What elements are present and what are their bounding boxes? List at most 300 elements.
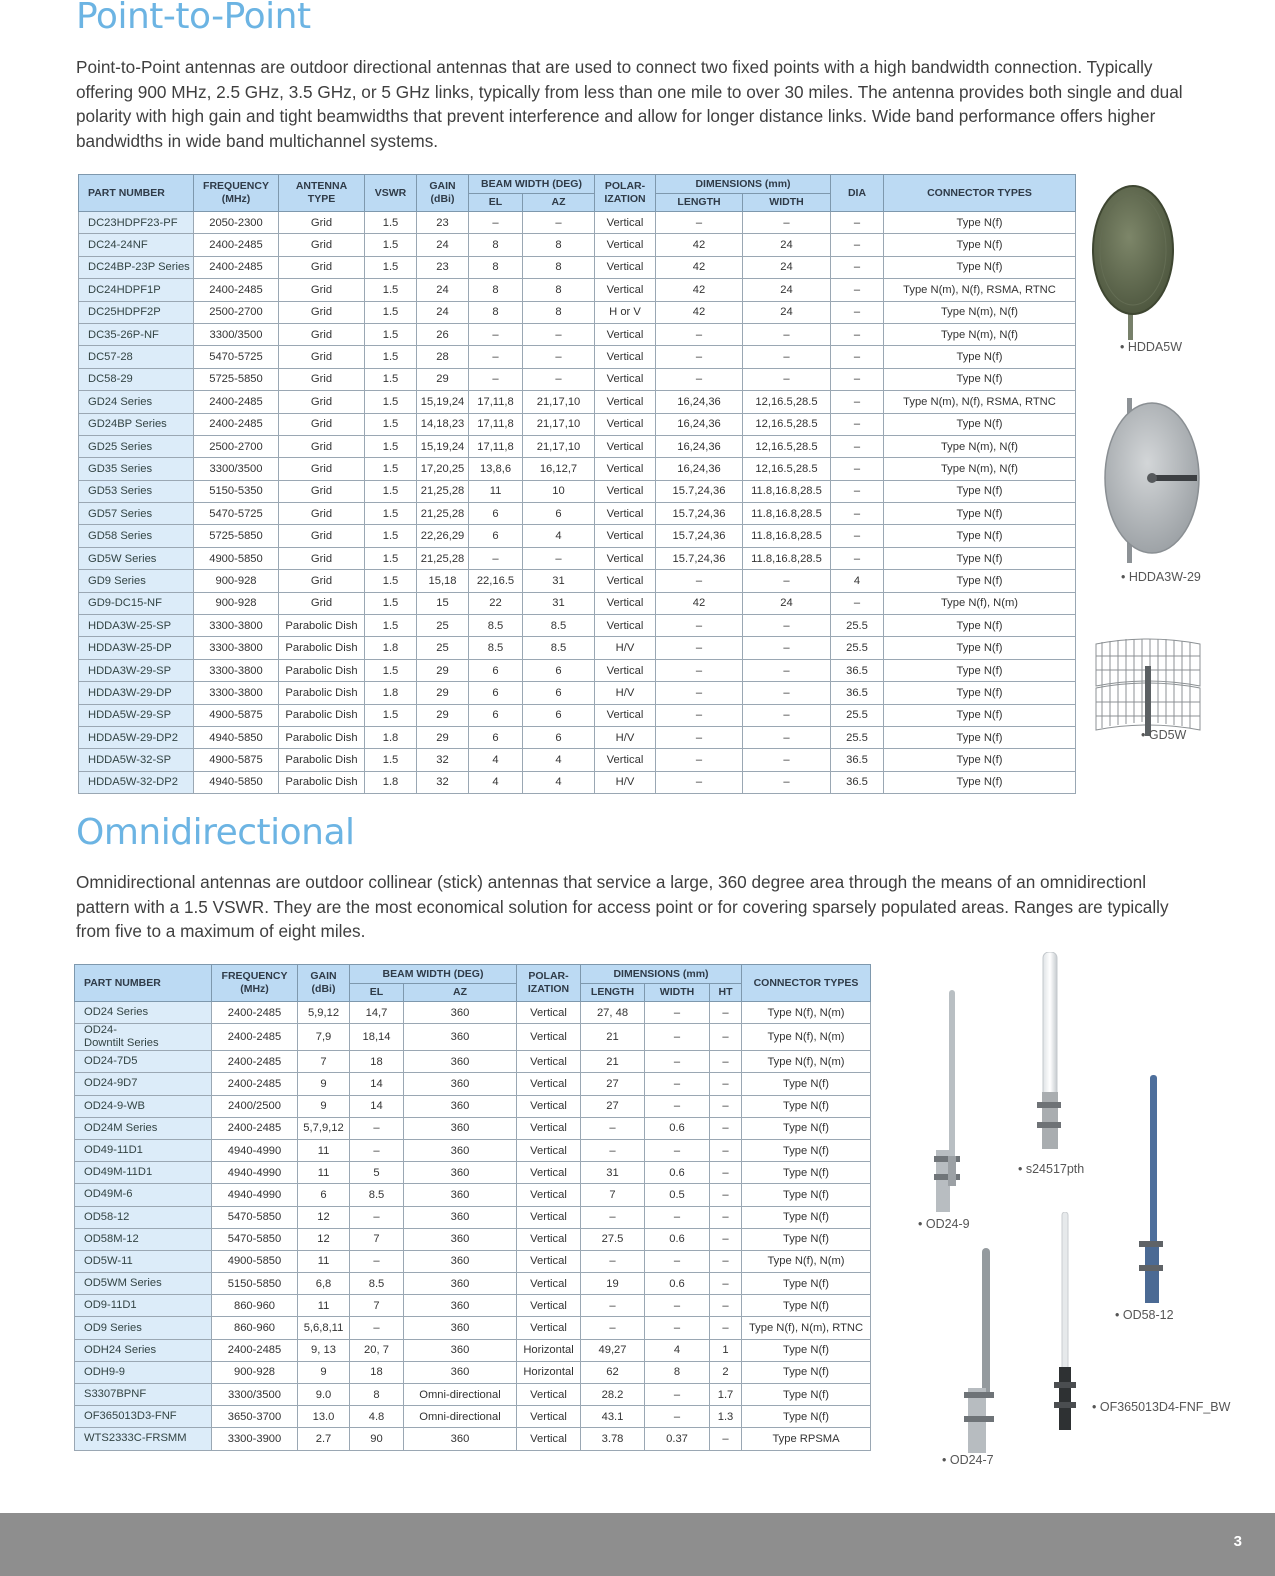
table-cell: Grid bbox=[279, 592, 365, 614]
table-cell: 4940-4990 bbox=[212, 1139, 298, 1161]
part-number-cell: OD24- Downtilt Series bbox=[75, 1024, 212, 1051]
table-cell: 1.8 bbox=[365, 637, 417, 659]
table-cell: 27, 48 bbox=[581, 1002, 645, 1024]
table-cell: 1.5 bbox=[365, 749, 417, 771]
table-cell: 2400-2485 bbox=[194, 256, 279, 278]
table-row bbox=[79, 346, 1076, 368]
table-cell: 8 bbox=[469, 279, 523, 301]
table-cell: Type N(f) bbox=[884, 346, 1076, 368]
table-cell: 62 bbox=[581, 1361, 645, 1383]
table-cell: – bbox=[710, 1162, 742, 1184]
table-cell: H/V bbox=[595, 726, 656, 748]
table-cell: 8 bbox=[523, 301, 595, 323]
table-cell: 12 bbox=[298, 1228, 350, 1250]
table-cell: 24 bbox=[743, 592, 831, 614]
point-to-point-intro: Point-to-Point antennas are outdoor directional antennas that are used to connect two fixed points with a high bandwidth connection. Typically offering 900 MHz, 2.5 GHz, 3.5 GHz, or 5 GHz links, typically from less than one mile to over 30 miles. The antenna provides both single and dual polarity with high gain and tight beamwidths that prevent interference and allow for longer distance links. Wide band performance offers higher bandwidths in wide band multichannel systems. bbox=[76, 57, 1183, 151]
table-cell: Grid bbox=[279, 391, 365, 413]
table-cell: 4.8 bbox=[350, 1406, 404, 1428]
table-cell: 0.6 bbox=[645, 1273, 710, 1295]
table-cell: – bbox=[743, 749, 831, 771]
table-row bbox=[79, 234, 1076, 256]
caption-hdda3w-29: • HDDA3W-29 bbox=[1121, 570, 1201, 584]
table-cell: 360 bbox=[404, 1095, 517, 1117]
part-number-cell: DC24-24NF bbox=[79, 234, 194, 256]
table-row bbox=[79, 682, 1076, 704]
part-number-cell: GD9-DC15-NF bbox=[79, 592, 194, 614]
table-cell: 4900-5850 bbox=[212, 1250, 298, 1272]
table-cell: 2400-2485 bbox=[212, 1024, 298, 1051]
table-cell: – bbox=[831, 458, 884, 480]
table-cell: Type N(f) bbox=[884, 659, 1076, 681]
table-row bbox=[75, 1339, 871, 1361]
table-cell: 22,26,29 bbox=[417, 525, 469, 547]
header-polarization: POLAR- IZATION bbox=[595, 175, 656, 212]
table-cell: – bbox=[831, 503, 884, 525]
table-cell: Vertical bbox=[595, 391, 656, 413]
table-cell: 1.5 bbox=[365, 659, 417, 681]
table-cell: – bbox=[831, 234, 884, 256]
table-cell: 28 bbox=[417, 346, 469, 368]
table-cell: Grid bbox=[279, 480, 365, 502]
part-number-cell: DC25HDPF2P bbox=[79, 301, 194, 323]
table-cell: 2400/2500 bbox=[212, 1095, 298, 1117]
table-cell: 6 bbox=[469, 525, 523, 547]
table-cell: Type N(f), N(m) bbox=[884, 592, 1076, 614]
table-cell: – bbox=[710, 1117, 742, 1139]
table-cell: 0.6 bbox=[645, 1162, 710, 1184]
caption-od24-7: • OD24-7 bbox=[942, 1453, 994, 1467]
table-cell: – bbox=[710, 1002, 742, 1024]
table-cell: 29 bbox=[417, 368, 469, 390]
table-cell: 8.5 bbox=[350, 1184, 404, 1206]
table-cell: Type N(f) bbox=[884, 615, 1076, 637]
table-cell: 5470-5725 bbox=[194, 503, 279, 525]
table-cell: 2400-2485 bbox=[212, 1051, 298, 1073]
table-cell: 5150-5850 bbox=[212, 1273, 298, 1295]
table-row bbox=[79, 435, 1076, 457]
table-cell: Vertical bbox=[595, 323, 656, 345]
table-cell: 12,16.5,28.5 bbox=[743, 435, 831, 457]
table-cell: 15.7,24,36 bbox=[656, 525, 743, 547]
part-number-cell: ODH9-9 bbox=[75, 1361, 212, 1383]
table-cell: 1.8 bbox=[365, 726, 417, 748]
table-cell: 18,14 bbox=[350, 1024, 404, 1051]
table-cell: Grid bbox=[279, 323, 365, 345]
table-cell: Vertical bbox=[595, 480, 656, 502]
table-cell: 24 bbox=[743, 301, 831, 323]
table-cell: – bbox=[710, 1206, 742, 1228]
table-cell: 8 bbox=[645, 1361, 710, 1383]
table-cell: H/V bbox=[595, 637, 656, 659]
table-cell: 5 bbox=[350, 1162, 404, 1184]
table-cell: 7 bbox=[298, 1051, 350, 1073]
table-cell: – bbox=[743, 615, 831, 637]
table-cell: – bbox=[743, 570, 831, 592]
omni-header-frequency: FREQUENCY (MHz) bbox=[212, 965, 298, 1002]
table-cell: Grid bbox=[279, 234, 365, 256]
table-cell: Type N(f) bbox=[742, 1095, 871, 1117]
table-cell: 26 bbox=[417, 323, 469, 345]
table-cell: 21,17,10 bbox=[523, 413, 595, 435]
table-cell: 360 bbox=[404, 1228, 517, 1250]
table-cell: Vertical bbox=[517, 1317, 581, 1339]
table-cell: 1.5 bbox=[365, 503, 417, 525]
table-cell: Parabolic Dish bbox=[279, 637, 365, 659]
part-number-cell: DC23HDPF23-PF bbox=[79, 212, 194, 234]
table-cell: 1.5 bbox=[365, 391, 417, 413]
table-cell: 14,18,23 bbox=[417, 413, 469, 435]
omni-header-el: EL bbox=[350, 984, 404, 1002]
table-cell: 29 bbox=[417, 704, 469, 726]
table-cell: – bbox=[743, 704, 831, 726]
table-cell: – bbox=[645, 1139, 710, 1161]
table-cell: 0.6 bbox=[645, 1117, 710, 1139]
table-cell: 3300-3800 bbox=[194, 637, 279, 659]
grid-antenna-image bbox=[1092, 636, 1204, 736]
table-row bbox=[75, 1162, 871, 1184]
table-cell: 2500-2700 bbox=[194, 435, 279, 457]
table-row bbox=[79, 391, 1076, 413]
photo-gd5w bbox=[1092, 636, 1232, 746]
table-cell: Grid bbox=[279, 212, 365, 234]
table-row bbox=[79, 256, 1076, 278]
table-cell: Vertical bbox=[517, 1228, 581, 1250]
part-number-cell: GD9 Series bbox=[79, 570, 194, 592]
part-number-cell: DC58-29 bbox=[79, 368, 194, 390]
table-cell: – bbox=[710, 1428, 742, 1450]
table-cell: Vertical bbox=[517, 1117, 581, 1139]
table-cell: 8.5 bbox=[350, 1273, 404, 1295]
table-row bbox=[79, 368, 1076, 390]
table-cell: 8 bbox=[523, 279, 595, 301]
part-number-cell: OD24-7D5 bbox=[75, 1051, 212, 1073]
omni-header-part-number: PART NUMBER bbox=[75, 965, 212, 1002]
part-number-cell: S3307BPNF bbox=[75, 1384, 212, 1406]
table-cell: Type N(m), N(f), RSMA, RTNC bbox=[884, 391, 1076, 413]
table-cell: 1.5 bbox=[365, 301, 417, 323]
table-cell: – bbox=[831, 346, 884, 368]
table-row bbox=[79, 615, 1076, 637]
table-cell: 8 bbox=[469, 234, 523, 256]
parabolic-dish-image bbox=[1100, 398, 1210, 563]
table-cell: 360 bbox=[404, 1295, 517, 1317]
page-footer bbox=[0, 1513, 1275, 1576]
table-row bbox=[79, 704, 1076, 726]
table-row bbox=[79, 301, 1076, 323]
table-cell: – bbox=[656, 704, 743, 726]
table-cell: 29 bbox=[417, 726, 469, 748]
photo-hdda3w-29 bbox=[1100, 398, 1240, 588]
table-cell: Type N(f) bbox=[742, 1384, 871, 1406]
table-cell: Type N(m), N(f) bbox=[884, 323, 1076, 345]
table-cell: – bbox=[469, 547, 523, 569]
table-cell: 1.5 bbox=[365, 435, 417, 457]
table-cell: 7,9 bbox=[298, 1024, 350, 1051]
table-row bbox=[75, 1273, 871, 1295]
table-cell: Type N(f) bbox=[884, 749, 1076, 771]
table-row bbox=[79, 771, 1076, 793]
omni-header-beam-width: BEAM WIDTH (DEG) bbox=[350, 965, 517, 984]
omni-header-connector-types: CONNECTOR TYPES bbox=[742, 965, 871, 1002]
table-cell: – bbox=[831, 301, 884, 323]
table-cell: – bbox=[831, 435, 884, 457]
table-cell: Type N(f) bbox=[742, 1361, 871, 1383]
header-beam-width: BEAM WIDTH (DEG) bbox=[469, 175, 595, 194]
table-cell: Type N(f) bbox=[742, 1139, 871, 1161]
table-cell: Type N(f), N(m) bbox=[742, 1024, 871, 1051]
part-number-cell: OD5WM Series bbox=[75, 1273, 212, 1295]
table-cell: 6 bbox=[523, 503, 595, 525]
table-cell: 360 bbox=[404, 1073, 517, 1095]
table-cell: 36.5 bbox=[831, 749, 884, 771]
table-cell: Vertical bbox=[517, 1024, 581, 1051]
omni-header-az: AZ bbox=[404, 984, 517, 1002]
table-cell: 20, 7 bbox=[350, 1339, 404, 1361]
table-cell: Vertical bbox=[595, 256, 656, 278]
table-row bbox=[75, 1295, 871, 1317]
table-cell: – bbox=[581, 1206, 645, 1228]
table-cell: Parabolic Dish bbox=[279, 704, 365, 726]
table-cell: 42 bbox=[656, 301, 743, 323]
table-cell: 15.7,24,36 bbox=[656, 547, 743, 569]
table-cell: 25.5 bbox=[831, 615, 884, 637]
part-number-cell: OD49M-6 bbox=[75, 1184, 212, 1206]
table-cell: 31 bbox=[523, 592, 595, 614]
table-cell: 2 bbox=[710, 1361, 742, 1383]
table-cell: Type N(f) bbox=[884, 771, 1076, 793]
table-cell: Horizontal bbox=[517, 1339, 581, 1361]
table-cell: Type N(f) bbox=[742, 1273, 871, 1295]
table-cell: Type N(m), N(f), RSMA, RTNC bbox=[884, 279, 1076, 301]
table-cell: 3300-3800 bbox=[194, 615, 279, 637]
table-cell: 42 bbox=[656, 592, 743, 614]
table-cell: Parabolic Dish bbox=[279, 615, 365, 637]
table-cell: 7 bbox=[581, 1184, 645, 1206]
table-cell: 5,7,9,12 bbox=[298, 1117, 350, 1139]
table-row bbox=[79, 323, 1076, 345]
table-cell: – bbox=[831, 323, 884, 345]
table-cell: 360 bbox=[404, 1339, 517, 1361]
table-cell: Vertical bbox=[517, 1139, 581, 1161]
table-cell: – bbox=[656, 749, 743, 771]
part-number-cell: HDDA5W-29-DP2 bbox=[79, 726, 194, 748]
table-cell: 22,16.5 bbox=[469, 570, 523, 592]
table-cell: 49,27 bbox=[581, 1339, 645, 1361]
table-cell: – bbox=[710, 1073, 742, 1095]
header-dia: DIA bbox=[831, 175, 884, 212]
table-cell: 9.0 bbox=[298, 1384, 350, 1406]
table-cell: 4 bbox=[523, 525, 595, 547]
table-cell: 11 bbox=[298, 1139, 350, 1161]
table-cell: 4 bbox=[831, 570, 884, 592]
table-cell: 16,24,36 bbox=[656, 435, 743, 457]
table-row bbox=[75, 1428, 871, 1450]
table-cell: 360 bbox=[404, 1162, 517, 1184]
photo-hdda5w bbox=[1088, 180, 1228, 360]
table-cell: 7 bbox=[350, 1228, 404, 1250]
table-cell: 0.5 bbox=[645, 1184, 710, 1206]
table-cell: Vertical bbox=[595, 615, 656, 637]
table-cell: 2400-2485 bbox=[212, 1073, 298, 1095]
table-cell: Grid bbox=[279, 503, 365, 525]
table-cell: 6 bbox=[469, 726, 523, 748]
table-row bbox=[79, 659, 1076, 681]
table-cell: Vertical bbox=[595, 547, 656, 569]
table-cell: 13.0 bbox=[298, 1406, 350, 1428]
table-cell: 3300/3500 bbox=[212, 1384, 298, 1406]
header-part-number: PART NUMBER bbox=[79, 175, 194, 212]
table-cell: 24 bbox=[743, 256, 831, 278]
table-cell: 860-960 bbox=[212, 1295, 298, 1317]
part-number-cell: HDDA3W-25-SP bbox=[79, 615, 194, 637]
table-cell: – bbox=[710, 1295, 742, 1317]
table-cell: – bbox=[645, 1384, 710, 1406]
table-cell: Type N(f) bbox=[884, 637, 1076, 659]
table-cell: Type N(f) bbox=[742, 1162, 871, 1184]
table-row bbox=[79, 749, 1076, 771]
table-cell: 0.37 bbox=[645, 1428, 710, 1450]
table-cell: – bbox=[350, 1317, 404, 1339]
table-cell: 9 bbox=[298, 1073, 350, 1095]
table-cell: 24 bbox=[743, 279, 831, 301]
table-cell: 360 bbox=[404, 1117, 517, 1139]
table-cell: Type N(f) bbox=[884, 256, 1076, 278]
table-cell: 15.7,24,36 bbox=[656, 480, 743, 502]
table-cell: – bbox=[645, 1317, 710, 1339]
table-cell: Horizontal bbox=[517, 1361, 581, 1383]
dish-antenna-image bbox=[1088, 180, 1188, 340]
table-row bbox=[75, 1184, 871, 1206]
table-cell: 18 bbox=[350, 1361, 404, 1383]
table-cell: – bbox=[656, 682, 743, 704]
table-row bbox=[75, 1095, 871, 1117]
table-cell: – bbox=[710, 1184, 742, 1206]
table-row bbox=[75, 1073, 871, 1095]
table-cell: 1.5 bbox=[365, 615, 417, 637]
table-cell: Vertical bbox=[595, 413, 656, 435]
part-number-cell: OD58M-12 bbox=[75, 1228, 212, 1250]
table-cell: – bbox=[350, 1117, 404, 1139]
table-cell: 900-928 bbox=[212, 1361, 298, 1383]
photo-s24517pth bbox=[1015, 952, 1115, 1177]
table-cell: Type N(f) bbox=[742, 1295, 871, 1317]
table-cell: – bbox=[656, 637, 743, 659]
table-cell: 17,11,8 bbox=[469, 413, 523, 435]
table-cell: 1.5 bbox=[365, 234, 417, 256]
table-cell: Type N(f) bbox=[884, 682, 1076, 704]
table-cell: 360 bbox=[404, 1317, 517, 1339]
table-cell: Type N(f) bbox=[884, 547, 1076, 569]
table-cell: Omni-directional bbox=[404, 1406, 517, 1428]
point-to-point-table-body bbox=[79, 212, 1076, 794]
table-cell: – bbox=[469, 323, 523, 345]
table-row bbox=[75, 1139, 871, 1161]
part-number-cell: DC24HDPF1P bbox=[79, 279, 194, 301]
table-row bbox=[79, 212, 1076, 234]
table-cell: 19 bbox=[581, 1273, 645, 1295]
table-cell: Vertical bbox=[517, 1428, 581, 1450]
header-az: AZ bbox=[523, 194, 595, 212]
table-cell: 1.5 bbox=[365, 256, 417, 278]
table-cell: Grid bbox=[279, 301, 365, 323]
part-number-cell: DC57-28 bbox=[79, 346, 194, 368]
table-cell: 29 bbox=[417, 682, 469, 704]
caption-of365013d4-fnf-bw: • OF365013D4-FNF_BW bbox=[1092, 1400, 1231, 1414]
table-cell: 6 bbox=[298, 1184, 350, 1206]
table-cell: – bbox=[743, 346, 831, 368]
table-row bbox=[75, 1406, 871, 1428]
white-black-antenna-image bbox=[1040, 1212, 1090, 1430]
table-cell: 8 bbox=[523, 234, 595, 256]
table-cell: – bbox=[743, 323, 831, 345]
part-number-cell: OD5W-11 bbox=[75, 1250, 212, 1272]
part-number-cell: OD9-11D1 bbox=[75, 1295, 212, 1317]
table-cell: 1.5 bbox=[365, 525, 417, 547]
table-cell: 36.5 bbox=[831, 659, 884, 681]
table-cell: 12,16.5,28.5 bbox=[743, 391, 831, 413]
table-cell: Type N(f) bbox=[742, 1184, 871, 1206]
table-row bbox=[75, 1206, 871, 1228]
table-cell: 3650-3700 bbox=[212, 1406, 298, 1428]
table-cell: 4 bbox=[523, 771, 595, 793]
table-cell: 2400-2485 bbox=[212, 1339, 298, 1361]
table-cell: 24 bbox=[417, 234, 469, 256]
table-cell: – bbox=[710, 1228, 742, 1250]
table-cell: 42 bbox=[656, 256, 743, 278]
table-cell: 3300/3500 bbox=[194, 458, 279, 480]
table-cell: 2050-2300 bbox=[194, 212, 279, 234]
table-cell: 27 bbox=[581, 1073, 645, 1095]
table-cell: 2400-2485 bbox=[212, 1002, 298, 1024]
table-cell: 6 bbox=[469, 682, 523, 704]
table-cell: H or V bbox=[595, 301, 656, 323]
table-cell: 15 bbox=[417, 592, 469, 614]
caption-hdda5w: • HDDA5W bbox=[1120, 340, 1183, 354]
table-cell: 16,12,7 bbox=[523, 458, 595, 480]
part-number-cell: GD25 Series bbox=[79, 435, 194, 457]
table-cell: Type N(f), N(m) bbox=[742, 1002, 871, 1024]
table-cell: Vertical bbox=[517, 1073, 581, 1095]
table-cell: Parabolic Dish bbox=[279, 659, 365, 681]
table-row bbox=[75, 1250, 871, 1272]
table-cell: 21,25,28 bbox=[417, 547, 469, 569]
table-cell: 3.78 bbox=[581, 1428, 645, 1450]
table-cell: 5725-5850 bbox=[194, 368, 279, 390]
table-cell: Vertical bbox=[517, 1051, 581, 1073]
table-cell: Vertical bbox=[517, 1250, 581, 1272]
table-cell: 9 bbox=[298, 1361, 350, 1383]
table-cell: Type N(f) bbox=[742, 1206, 871, 1228]
table-cell: 15.7,24,36 bbox=[656, 503, 743, 525]
part-number-cell: HDDA5W-32-DP2 bbox=[79, 771, 194, 793]
table-cell: 21 bbox=[581, 1051, 645, 1073]
omni-header-dimensions: DIMENSIONS (mm) bbox=[581, 965, 742, 984]
table-cell: 3300/3500 bbox=[194, 323, 279, 345]
caption-od24-9: • OD24-9 bbox=[918, 1217, 970, 1231]
table-cell: 11.8,16.8,28.5 bbox=[743, 525, 831, 547]
table-cell: H/V bbox=[595, 771, 656, 793]
table-cell: – bbox=[710, 1250, 742, 1272]
table-cell: – bbox=[656, 368, 743, 390]
table-cell: 360 bbox=[404, 1273, 517, 1295]
table-cell: Type N(f), N(m) bbox=[742, 1051, 871, 1073]
table-cell: 25.5 bbox=[831, 726, 884, 748]
table-cell: 3300-3900 bbox=[212, 1428, 298, 1450]
table-cell: – bbox=[710, 1273, 742, 1295]
table-cell: 11 bbox=[469, 480, 523, 502]
table-cell: 11.8,16.8,28.5 bbox=[743, 480, 831, 502]
table-cell: – bbox=[743, 771, 831, 793]
